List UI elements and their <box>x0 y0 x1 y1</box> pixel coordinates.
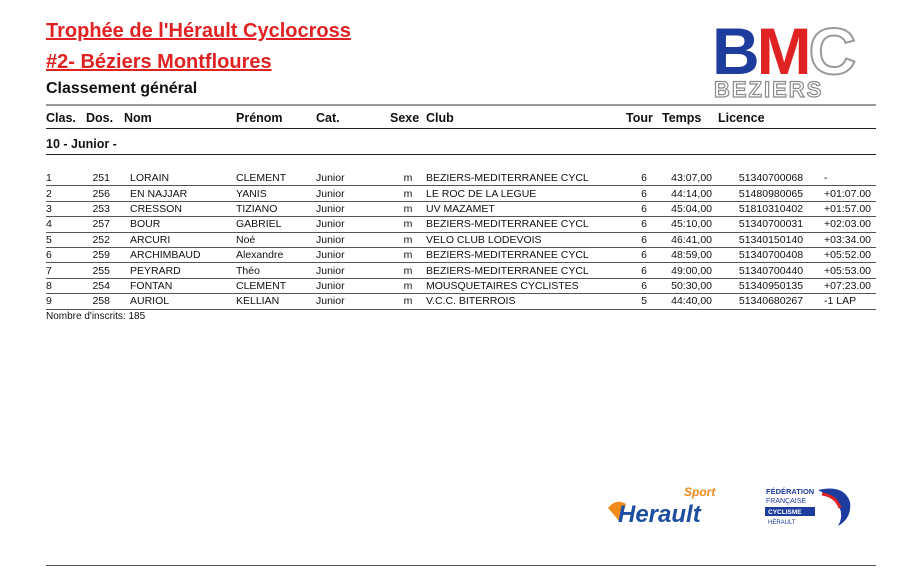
cell-sexe: m <box>390 186 426 201</box>
col-header-dos: Dos. <box>86 111 114 125</box>
cell-nom: ARCHIMBAUD <box>124 247 236 262</box>
cell-sexe: m <box>390 247 426 262</box>
header-divider <box>46 128 876 129</box>
cell-tour: 6 <box>626 247 662 262</box>
cell-ecart: +07:23.00 <box>824 278 876 293</box>
cell-dos: 254 <box>86 278 124 293</box>
table-row <box>46 171 876 186</box>
cell-ecart: +01:57.00 <box>824 201 876 216</box>
cell-ecart: +03:34.00 <box>824 232 876 247</box>
cell-sexe: m <box>390 278 426 293</box>
results-table <box>46 171 876 310</box>
col-header-nom: Nom <box>124 111 152 125</box>
cell-prenom: Alexandre <box>236 247 316 262</box>
cell-tour: 5 <box>626 294 662 309</box>
cell-prenom: YANIS <box>236 186 316 201</box>
cell-cat: Junior <box>316 171 390 186</box>
cell-dos: 257 <box>86 217 124 232</box>
col-header-prenom: Prénom <box>236 111 283 125</box>
cell-temps: 50:30,00 <box>662 278 718 293</box>
category-section-title: 10 - Junior - <box>46 137 117 151</box>
cell-licence: 51340950135 <box>718 278 824 293</box>
cell-ecart: +05:52.00 <box>824 247 876 262</box>
cell-licence: 51480980065 <box>718 186 824 201</box>
cell-prenom: GABRIEL <box>236 217 316 232</box>
cell-sexe: m <box>390 201 426 216</box>
cell-tour: 6 <box>626 278 662 293</box>
svg-text:HÉRAULT: HÉRAULT <box>768 520 796 526</box>
cell-dos: 259 <box>86 247 124 262</box>
cell-nom: LORAIN <box>124 171 236 186</box>
bmc-logo-subtext: BEZIERS <box>714 77 824 100</box>
table-row <box>46 278 876 293</box>
svg-text:Sport: Sport <box>684 485 716 499</box>
cell-dos: 251 <box>86 171 124 186</box>
cell-club: MOUSQUETAIRES CYCLISTES <box>426 278 626 293</box>
svg-text:Herault: Herault <box>618 501 701 528</box>
cell-ecart: -1 LAP <box>824 294 876 309</box>
cell-temps: 44:14,00 <box>662 186 718 201</box>
bmc-beziers-logo <box>712 20 874 100</box>
cell-clas: 4 <box>46 217 86 232</box>
cell-cat: Junior <box>316 278 390 293</box>
cell-licence: 51340700408 <box>718 247 824 262</box>
cell-prenom: CLEMENT <box>236 171 316 186</box>
cell-tour: 6 <box>626 171 662 186</box>
col-header-cat: Cat. <box>316 111 340 125</box>
cell-nom: ARCURI <box>124 232 236 247</box>
section-divider <box>46 154 876 155</box>
cell-club: BEZIERS-MEDITERRANEE CYCL <box>426 263 626 278</box>
cell-cat: Junior <box>316 186 390 201</box>
cell-club: LE ROC DE LA LEGUE <box>426 186 626 201</box>
cell-licence: 51340150140 <box>718 232 824 247</box>
cell-nom: PEYRARD <box>124 263 236 278</box>
cell-dos: 256 <box>86 186 124 201</box>
table-row <box>46 294 876 309</box>
cell-prenom: Théo <box>236 263 316 278</box>
cell-licence: 51340700068 <box>718 171 824 186</box>
cell-cat: Junior <box>316 232 390 247</box>
cell-tour: 6 <box>626 186 662 201</box>
cell-ecart: +05:53.00 <box>824 263 876 278</box>
cell-cat: Junior <box>316 217 390 232</box>
table-row <box>46 217 876 232</box>
cell-prenom: CLEMENT <box>236 278 316 293</box>
cell-temps: 45:04,00 <box>662 201 718 216</box>
cell-club: VELO CLUB LODEVOIS <box>426 232 626 247</box>
cell-tour: 6 <box>626 232 662 247</box>
svg-text:FRANÇAISE: FRANÇAISE <box>766 498 807 505</box>
cell-tour: 6 <box>626 217 662 232</box>
ffc-herault-logo <box>760 484 856 530</box>
cell-ecart: - <box>824 171 876 186</box>
bottom-divider <box>46 565 876 566</box>
cell-dos: 258 <box>86 294 124 309</box>
table-row <box>46 232 876 247</box>
cell-nom: CRESSON <box>124 201 236 216</box>
page-title: Trophée de l'Hérault Cyclocross <box>46 20 351 42</box>
cell-cat: Junior <box>316 294 390 309</box>
cell-tour: 6 <box>626 201 662 216</box>
col-header-licence: Licence <box>718 111 765 125</box>
cell-clas: 7 <box>46 263 86 278</box>
cell-prenom: KELLIAN <box>236 294 316 309</box>
cell-cat: Junior <box>316 263 390 278</box>
cell-prenom: Noé <box>236 232 316 247</box>
cell-temps: 45:10,00 <box>662 217 718 232</box>
event-subtitle: #2- Béziers Montfloures <box>46 51 272 73</box>
cell-nom: EN NAJJAR <box>124 186 236 201</box>
cell-licence: 51340700440 <box>718 263 824 278</box>
cell-temps: 44:40,00 <box>662 294 718 309</box>
cell-club: V.C.C. BITERROIS <box>426 294 626 309</box>
table-row <box>46 263 876 278</box>
top-divider <box>46 104 876 106</box>
cell-club: BEZIERS-MEDITERRANEE CYCL <box>426 171 626 186</box>
cell-clas: 6 <box>46 247 86 262</box>
svg-text:BMC: BMC <box>712 20 855 88</box>
cell-club: BEZIERS-MEDITERRANEE CYCL <box>426 217 626 232</box>
col-header-sexe: Sexe <box>390 111 420 125</box>
col-header-temps: Temps <box>662 111 702 125</box>
cell-sexe: m <box>390 217 426 232</box>
cell-clas: 3 <box>46 201 86 216</box>
svg-text:FÉDÉRATION: FÉDÉRATION <box>766 487 815 496</box>
cell-cat: Junior <box>316 201 390 216</box>
cell-cat: Junior <box>316 247 390 262</box>
cell-licence: 51340680267 <box>718 294 824 309</box>
cell-temps: 43:07,00 <box>662 171 718 186</box>
cell-sexe: m <box>390 232 426 247</box>
cell-prenom: TIZIANO <box>236 201 316 216</box>
cell-dos: 255 <box>86 263 124 278</box>
cell-temps: 49:00,00 <box>662 263 718 278</box>
cell-dos: 252 <box>86 232 124 247</box>
cell-dos: 253 <box>86 201 124 216</box>
cell-tour: 6 <box>626 263 662 278</box>
cell-temps: 46:41,00 <box>662 232 718 247</box>
cell-club: BEZIERS-MEDITERRANEE CYCL <box>426 247 626 262</box>
bmc-logo-text-b: B <box>712 20 757 88</box>
herault-sport-logo <box>606 484 718 528</box>
col-header-clas: Clas. <box>46 111 76 125</box>
cell-sexe: m <box>390 171 426 186</box>
table-row <box>46 247 876 262</box>
col-header-tour: Tour <box>626 111 653 125</box>
cell-nom: BOUR <box>124 217 236 232</box>
table-row <box>46 201 876 216</box>
table-row <box>46 186 876 201</box>
cell-ecart: +01:07.00 <box>824 186 876 201</box>
col-header-club: Club <box>426 111 454 125</box>
cell-clas: 9 <box>46 294 86 309</box>
cell-nom: AURIOL <box>124 294 236 309</box>
cell-club: UV MAZAMET <box>426 201 626 216</box>
cell-temps: 48:59,00 <box>662 247 718 262</box>
cell-ecart: +02:03.00 <box>824 217 876 232</box>
cell-clas: 5 <box>46 232 86 247</box>
cell-sexe: m <box>390 294 426 309</box>
cell-licence: 51340700031 <box>718 217 824 232</box>
cell-clas: 2 <box>46 186 86 201</box>
cell-nom: FONTAN <box>124 278 236 293</box>
svg-text:CYCLISME: CYCLISME <box>768 509 802 516</box>
registrants-count: Nombre d'inscrits: 185 <box>46 311 146 322</box>
ranking-title: Classement général <box>46 80 198 97</box>
cell-clas: 1 <box>46 171 86 186</box>
cell-sexe: m <box>390 263 426 278</box>
cell-clas: 8 <box>46 278 86 293</box>
cell-licence: 51810310402 <box>718 201 824 216</box>
